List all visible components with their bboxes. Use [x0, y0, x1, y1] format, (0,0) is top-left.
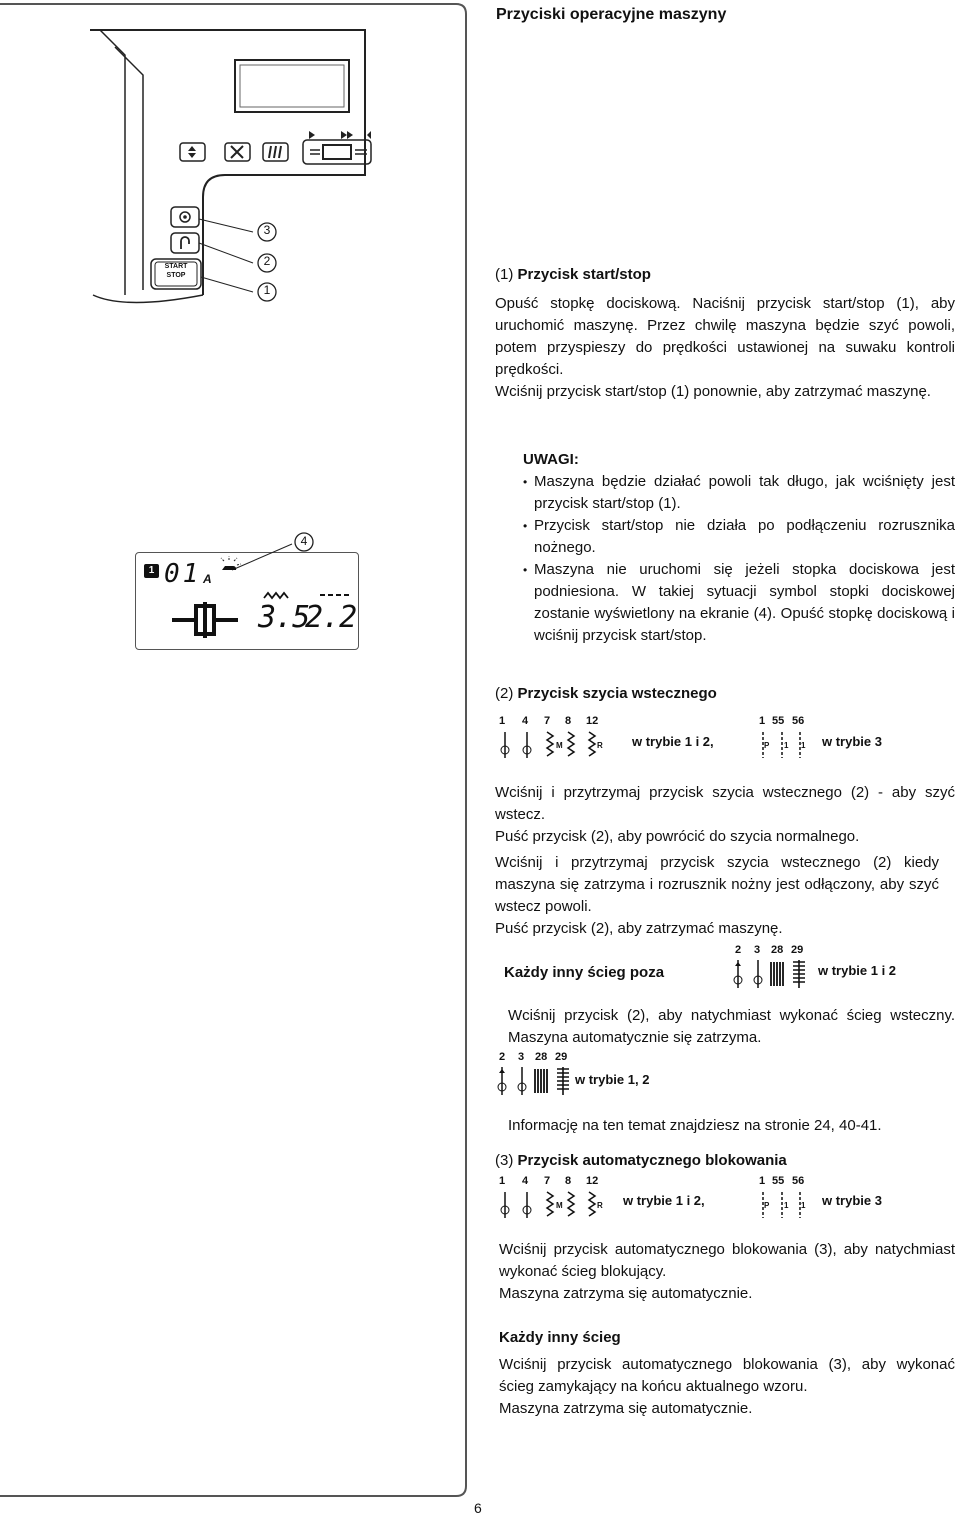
stitch-letter-r: R — [597, 741, 603, 750]
stitch-letter-1: 1 — [784, 1201, 789, 1210]
lcd-stitch-icon — [172, 600, 238, 640]
stitch-numbers-group-d: 2 3 28 29 — [499, 1051, 568, 1063]
stitch-numbers-group-a: 1 4 7 8 12 — [499, 715, 599, 727]
section2-paragraph-6: Informację na ten temat znajdziesz na stronie 24, 40-41. — [508, 1117, 882, 1134]
section3-paragraph-2: Maszyna zatrzyma się automatycznie. — [499, 1285, 753, 1302]
page-number: 6 — [474, 1500, 482, 1516]
mode-label-b: w trybie 3 — [822, 734, 882, 749]
stitch-numbers-group-b: 1 55 56 — [759, 715, 805, 727]
stitch-letter-m: M — [556, 741, 563, 750]
stitch-letter-m: M — [556, 1201, 563, 1210]
section1-heading: (1) Przycisk start/stop — [495, 266, 651, 283]
section3-paragraph-1: Wciśnij przycisk automatycznego blokowania (3), aby natychmiast wykonać ścieg blokujący. — [499, 1241, 955, 1280]
stitch-icons-group-e — [495, 1190, 605, 1220]
note-item: • Przycisk start/stop nie działa po podłączeniu rozrusznika nożnego. — [523, 515, 955, 559]
mode-label-c: w trybie 1 i 2 — [818, 963, 897, 978]
stitch-letter-p: P — [764, 741, 770, 750]
mode-label-e: w trybie 1 i 2, — [623, 1193, 705, 1208]
stitch-icons-group-d — [495, 1065, 575, 1097]
lcd-pattern-number: 01 — [164, 559, 202, 589]
page-title: Przyciski operacyjne maszyny — [496, 6, 727, 23]
machine-panel-illustration — [85, 25, 375, 310]
mode-label-d: w trybie 1, 2 — [575, 1072, 650, 1087]
note-item: • Maszyna nie uruchomi się jeżeli stopka dociskowa jest podniesiona. W takiej sytuacji symbol stopki dociskowej zostanie wyświetlony na ekranie (4). Opuść stopkę dociskową i wciśnij przycisk start/stop. — [523, 559, 955, 647]
stitch-letter-p: P — [764, 1201, 770, 1210]
section2-paragraph-2: Puść przycisk (2), aby powrócić do szycia normalnego. — [495, 828, 860, 845]
stitch-letter-1: 1 — [784, 741, 789, 750]
lcd-width-indicator-icon — [262, 590, 352, 600]
section2-paragraph-1: Wciśnij i przytrzymaj przycisk szycia wstecznego (2) - aby szyć wstecz. — [495, 784, 955, 823]
section2-paragraph-5: Wciśnij przycisk (2), aby natychmiast wykonać ścieg wsteczny. Maszyna automatycznie się zatrzyma. — [508, 1007, 955, 1046]
stitch-letter-r: R — [597, 1201, 603, 1210]
notes-list — [523, 471, 955, 647]
callout-4: 4 — [300, 534, 308, 548]
lcd-mode-letter: A — [203, 572, 212, 586]
lcd-mode-badge: 1 — [144, 564, 159, 578]
section1-paragraph-1: Opuść stopkę dociskową. Naciśnij przycisk start/stop (1), aby uruchomić maszynę. Przez chwilę maszyna będzie szyć powoli, potem przyspieszy do prędkości ustawionej na suwaku kontroli prędkości. — [495, 295, 955, 378]
callout-2: 2 — [263, 254, 271, 268]
section3-heading: (3) Przycisk automatycznego blokowania — [495, 1152, 787, 1169]
section2-paragraph-3: Wciśnij i przytrzymaj przycisk szycia wstecznego (2) kiedy maszyna się zatrzyma i rozrusznik nożny jest odłączony, aby szyć wstecz powoli. — [495, 854, 939, 915]
stitch-letter-1b: 1 — [801, 1201, 806, 1210]
stitch-numbers-group-c: 2 3 28 29 — [735, 944, 804, 956]
notes-title: UWAGI: — [523, 451, 579, 468]
section2-paragraph-4: Puść przycisk (2), aby zatrzymać maszynę. — [495, 920, 783, 937]
section3-paragraph-3: Wciśnij przycisk automatycznego blokowania (3), aby wykonać ścieg zamykający na końcu aktualnego wzoru. — [499, 1356, 955, 1395]
mode-label-f: w trybie 3 — [822, 1193, 882, 1208]
stitch-numbers-group-f: 1 55 56 — [759, 1175, 805, 1187]
section1-paragraph-2: Wciśnij przycisk start/stop (1) ponownie, aby zatrzymać maszynę. — [495, 383, 931, 400]
callout-1: 1 — [263, 283, 271, 297]
section3-subheading: Każdy inny ścieg — [499, 1329, 621, 1346]
section2-heading: (2) Przycisk szycia wstecznego — [495, 685, 717, 702]
mode-label-a: w trybie 1 i 2, — [632, 734, 714, 749]
lcd-value-width: 3.5 — [258, 600, 310, 635]
start-stop-button-label: START STOP — [164, 263, 188, 279]
note-item: • Maszyna będzie działać powoli tak długo, jak wciśnięty jest przycisk start/stop (1). — [523, 471, 955, 515]
callout-3: 3 — [263, 223, 271, 237]
stitch-icons-group-c — [731, 958, 811, 990]
lcd-value-length: 2.2 — [305, 600, 357, 635]
stitch-letter-1b: 1 — [801, 741, 806, 750]
stitch-numbers-group-e: 1 4 7 8 12 — [499, 1175, 599, 1187]
stitch-icons-group-a — [495, 730, 605, 760]
section3-paragraph-4: Maszyna zatrzyma się automatycznie. — [499, 1400, 753, 1417]
section2-subheading: Każdy inny ścieg poza — [504, 964, 665, 981]
